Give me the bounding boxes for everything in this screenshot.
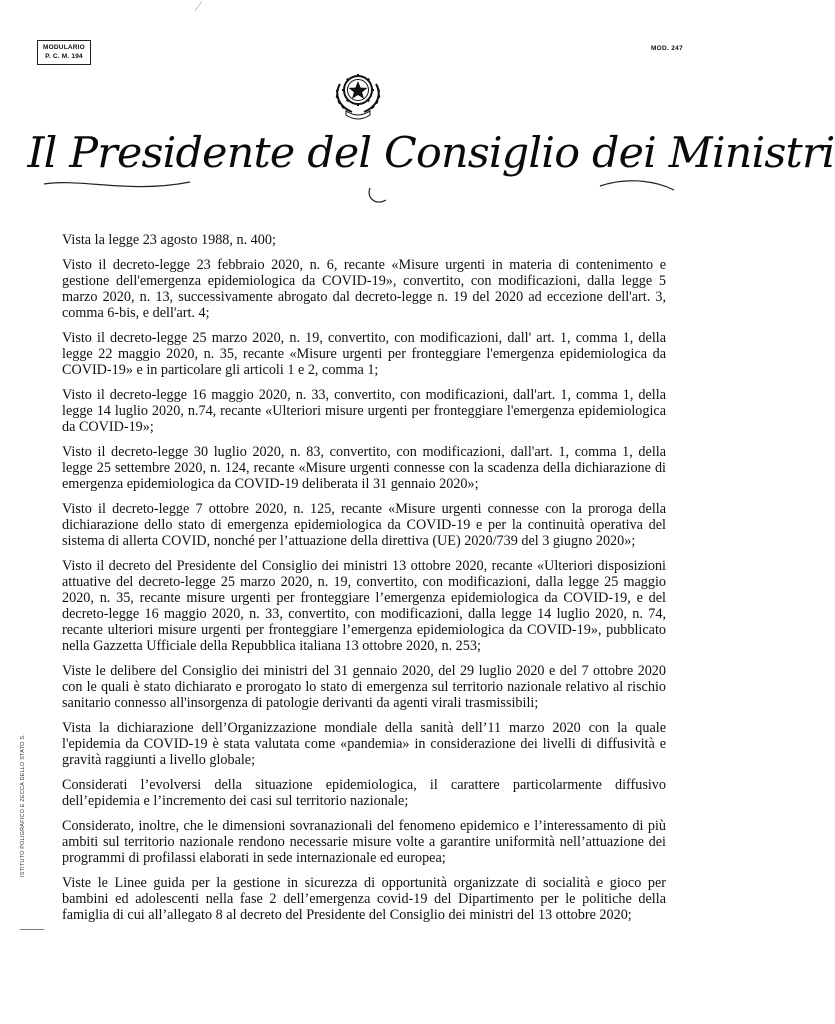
scan-mark — [193, 0, 205, 12]
margin-rule — [20, 929, 44, 930]
printer-imprint: ISTITUTO POLIGRAFICO E ZECCA DELLO STATO S. — [20, 734, 26, 877]
title-flourish — [40, 168, 680, 208]
paragraph-dimensioni-sovranazionali: Considerato, inoltre, che le dimensioni sovranazionali del fenomeno epidemico e l’interessamento di più ambiti sul territorio nazionale rendono necessarie misure volte a garantire uniformità nell’attuazione dei programmi di profilassi elaborati in sede internazionale ed europea; — [62, 818, 666, 866]
paragraph-delibere-consiglio: Viste le delibere del Consiglio dei ministri del 31 gennaio 2020, del 29 luglio 2020 e del 7 ottobre 2020 con le quali è stato dichiarato e prorogato lo stato di emergenza sul territorio nazionale relativo al rischio sanitario connesso all'insorgenza di patologie derivanti da agenti virali trasmissibili; — [62, 663, 666, 711]
paragraph-linee-guida: Viste le Linee guida per la gestione in sicurezza di opportunità organizzate di socialità e gioco per bambini ed adolescenti nella fase 2 dell’emergenza covid-19 del Dipartimento per le politiche della famiglia di cui all’allegato 8 al decreto del Presidente del Consiglio dei ministri del 13 ottobre 2020; — [62, 875, 666, 923]
paragraph-dichiarazione-oms: Vista la dichiarazione dell’Organizzazione mondiale della sanità dell’11 marzo 2020 con la quale l'epidemia da COVID-19 è stata valutata come «pandemia» in considerazione dei livelli di diffusività e gravità raggiunti a livello globale; — [62, 720, 666, 768]
paragraph-dl-19-2020: Visto il decreto-legge 25 marzo 2020, n. 19, convertito, con modificazioni, dall' art. 1, comma 1, della legge 22 maggio 2020, n. 35, recante «Misure urgenti per fronteggiare l'emergenza epidemiologica da COVID-19» e in particolare gli articoli 1 e 2, comma 1; — [62, 330, 666, 378]
paragraph-legge-400-1988: Vista la legge 23 agosto 1988, n. 400; — [62, 232, 276, 248]
paragraph-dl-125-2020: Visto il decreto-legge 7 ottobre 2020, n. 125, recante «Misure urgenti connesse con la proroga della dichiarazione dello stato di emergenza epidemiologica da COVID-19 e per la continuità operativa del sistema di allerta COVID, nonché per l’attuazione della direttiva (UE) 2020/739 del 3 giugno 2020»; — [62, 501, 666, 549]
paragraph-dl-6-2020: Visto il decreto-legge 23 febbraio 2020, n. 6, recante «Misure urgenti in materia di contenimento e gestione dell'emergenza epidemiologica da COVID-19», convertito, con modificazioni, dalla legge 5 marzo 2020, n. 13, successivamente abrogato dal decreto-legge n. 19 del 2020 ad eccezione dell'art. 3, comma 6-bis, e dell'art. 4; — [62, 257, 666, 321]
form-code-box — [37, 40, 91, 65]
paragraph-dpcm-13-ottobre-2020: Visto il decreto del Presidente del Consiglio dei ministri 13 ottobre 2020, recante «Ulteriori disposizioni attuative del decreto-legge 25 marzo 2020, n. 19, convertito, con modificazioni, dalla legge 25 maggio 2020, n. 35, recante misure urgenti per fronteggiare l’emergenza epidemiologica da COVID-19, e del decreto-legge 16 maggio 2020, n. 33, convertito, con modificazioni, dalla legge 14 luglio 2020, n. 74, recante ulteriori misure urgenti per fronteggiare l’emergenza epidemiologica da COVID-19», pubblicato nella Gazzetta Ufficiale della Repubblica italiana 13 ottobre 2020, n. 253; — [62, 558, 666, 654]
document-body — [62, 232, 666, 932]
emblem-of-italy-icon — [322, 68, 394, 122]
paragraph-dl-33-2020: Visto il decreto-legge 16 maggio 2020, n. 33, convertito, con modificazioni, dall'art. 1, comma 1, della legge 14 luglio 2020, n.74, recante «Ulteriori misure urgenti per fronteggiare l'emergenza epidemiologica da COVID-19»; — [62, 387, 666, 435]
paragraph-dl-83-2020: Visto il decreto-legge 30 luglio 2020, n. 83, convertito, con modificazioni, dall'art. 1, comma 1, della legge 25 settembre 2020, n. 124, recante «Misure urgenti connesse con la scadenza della dichiarazione di emergenza epidemiologica da COVID-19 deliberata il 31 gennaio 2020»; — [62, 444, 666, 492]
form-code-line-2: P. C. M. 194 — [45, 53, 83, 60]
page-title-text: Il Presidente del Consiglio dei Ministri — [27, 128, 835, 177]
form-code-line-1: MODULARIO — [43, 44, 85, 51]
paragraph-evolversi-situazione: Considerati l’evolversi della situazione epidemiologica, il carattere particolarmente diffusivo dell’epidemia e l’incremento dei casi sul territorio nazionale; — [62, 777, 666, 809]
form-reference: MOD. 247 — [650, 45, 683, 52]
